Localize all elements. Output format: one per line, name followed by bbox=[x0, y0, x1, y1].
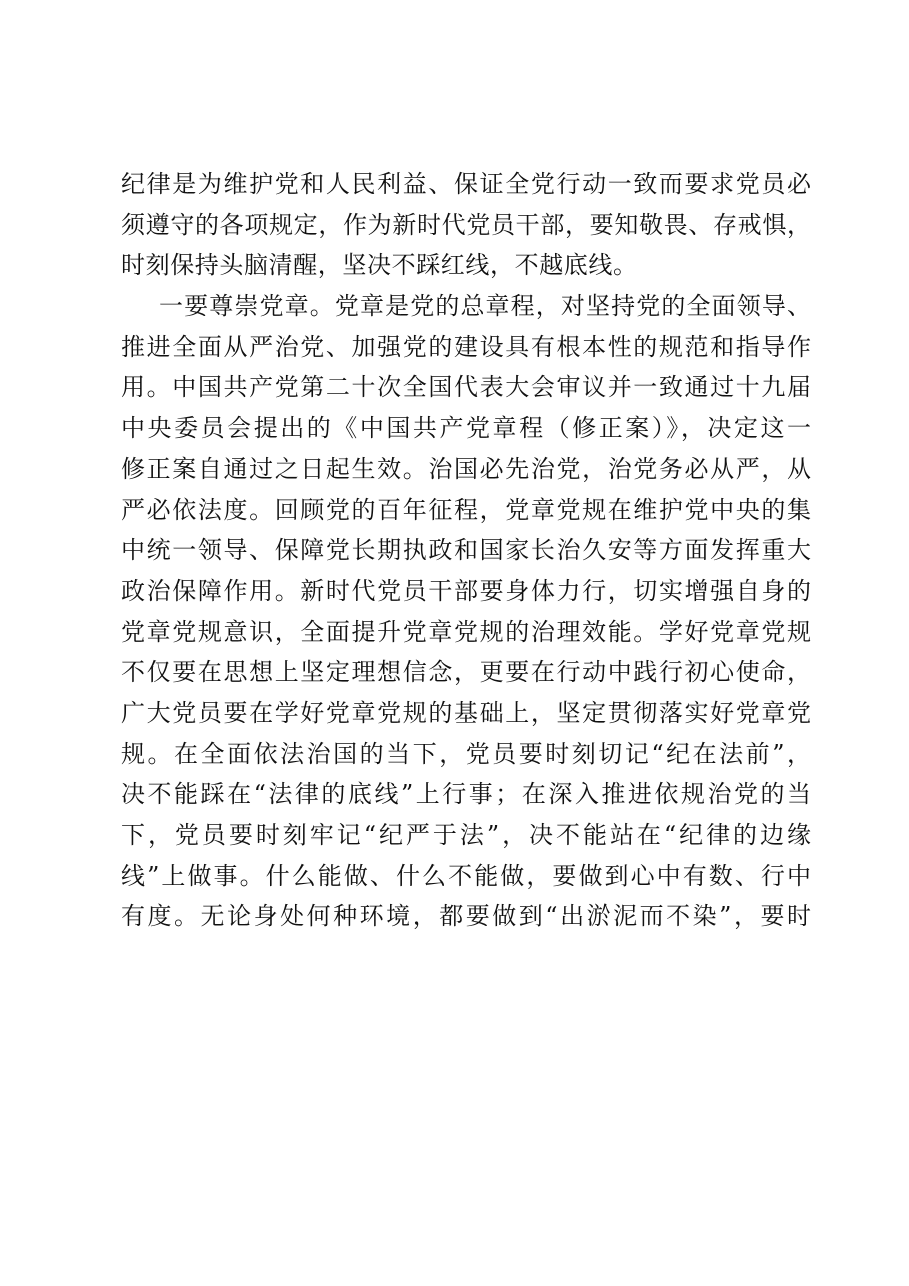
text-line-16: 决不能踩在“法律的底线”上行事；在深入推进依规治党的当 bbox=[121, 780, 811, 809]
text-line-1: 纪律是为维护党和人民利益、保证全党行动一致而要求党员必 bbox=[121, 170, 811, 198]
text-line-10: 中统一领导、保障党长期执政和国家长治久安等方面发挥重大 bbox=[121, 536, 811, 565]
text-line-3: 时刻保持头脑清醒，坚决不踩红线，不越底线。 bbox=[121, 251, 638, 280]
text-line-9: 严必依法度。回顾党的百年征程，党章党规在维护党中央的集 bbox=[121, 495, 811, 524]
text-line-19: 有度。无论身处何种环境，都要做到“出淤泥而不染”，要时 bbox=[121, 902, 811, 931]
text-line-7: 中央委员会提出的《中国共产党章程（修正案）》，决定这一 bbox=[121, 414, 811, 443]
text-line-2: 须遵守的各项规定，作为新时代党员干部，要知敬畏、存戒惧， bbox=[121, 210, 811, 239]
text-line-5: 推进全面从严治党、加强党的建设具有根本性的规范和指导作 bbox=[121, 332, 811, 361]
text-line-4: 一要尊崇党章。党章是党的总章程，对坚持党的全面领导、 bbox=[159, 292, 811, 321]
text-line-13: 不仅要在思想上坚定理想信念，更要在行动中践行初心使命， bbox=[121, 658, 811, 687]
text-line-15: 规。在全面依法治国的当下，党员要时刻切记“纪在法前”， bbox=[121, 739, 811, 768]
text-line-6: 用。中国共产党第二十次全国代表大会审议并一致通过十九届 bbox=[121, 373, 811, 402]
text-line-18: 线”上做事。什么能做、什么不能做，要做到心中有数、行中 bbox=[121, 861, 811, 890]
text-line-17: 下，党员要时刻牢记“纪严于法”，决不能站在“纪律的边缘 bbox=[121, 821, 811, 849]
text-line-14: 广大党员要在学好党章党规的基础上，坚定贯彻落实好党章党 bbox=[121, 698, 811, 727]
text-line-8: 修正案自通过之日起生效。治国必先治党，治党务必从严，从 bbox=[121, 454, 811, 483]
text-line-11: 政治保障作用。新时代党员干部要身体力行，切实增强自身的 bbox=[121, 576, 811, 605]
text-line-12: 党章党规意识，全面提升党章党规的治理效能。学好党章党规 bbox=[121, 617, 811, 646]
document-body bbox=[121, 164, 811, 937]
